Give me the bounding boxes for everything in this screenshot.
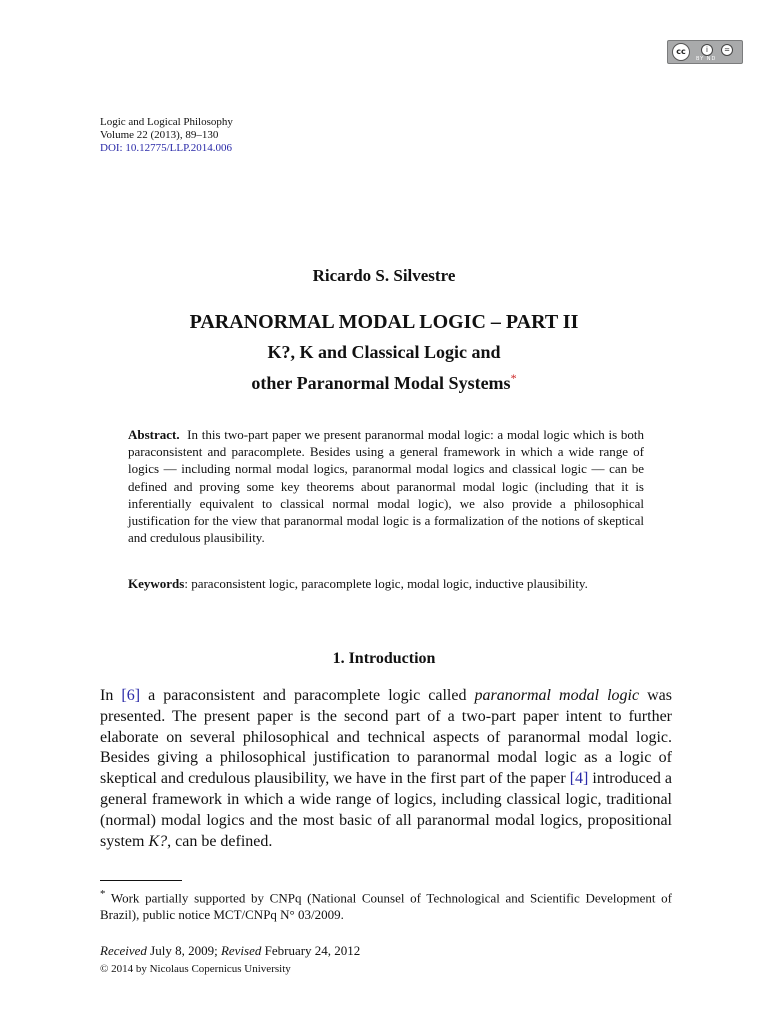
abstract-label: Abstract. (128, 427, 180, 442)
journal-volume: Volume 22 (2013), 89–130 (100, 129, 219, 141)
term-italic: paranormal modal logic (474, 687, 640, 704)
citation-link-4[interactable]: [4] (569, 770, 589, 788)
copyright-notice: © 2014 by Nicolaus Copernicus University (100, 963, 291, 975)
title-footnote-marker[interactable]: * (510, 371, 517, 385)
journal-name: Logic and Logical Philosophy (100, 116, 233, 128)
license-tags: BY ND (696, 56, 717, 62)
footnote-text: Work partially supported by CNPq (National Counsel of Technological and Scientific Development of Brazil), public notice MCT/CNPq N° 03/2009. (100, 890, 672, 923)
footnote (100, 886, 672, 923)
footnote-rule (100, 880, 182, 881)
author-name: Ricardo S. Silvestre (312, 266, 456, 285)
keywords (128, 575, 644, 592)
keywords-text: : paraconsistent logic, paracomplete logic, modal logic, inductive plausibility. (184, 576, 588, 591)
intro-paragraph: In [6] a paraconsistent and paracomplete logic called paranormal modal logic was presented. The present paper is the second part of a two-part paper intent to further elaborate on several philosophical and technical aspects of paranormal modal logic. Besides giving a philosophical justification to paranormal modal logic as a logic of skeptical and credulous plausibility, we have in the first part of the paper [4] introduced a general framework in which a wide range of logics, including classical logic, traditional (normal) modal logics and the most basic of all paranormal modal logics, propositional system K?, can be defined. (100, 687, 673, 850)
attribution-icon: i (701, 44, 713, 56)
abstract (128, 426, 644, 546)
cc-icon: cc (672, 43, 690, 61)
no-derivatives-icon: = (721, 44, 733, 56)
system-name: K? (148, 832, 168, 850)
cc-license-badge (667, 40, 743, 64)
citation-link-6[interactable]: [6] (121, 687, 141, 704)
keywords-label: Keywords (128, 576, 185, 591)
paper-subtitle (0, 339, 768, 396)
section-heading: 1. Introduction (332, 650, 436, 667)
doi-link[interactable]: DOI: 10.12775/LLP.2014.006 (100, 142, 232, 154)
journal-header (100, 116, 233, 155)
paper-title: PARANORMAL MODAL LOGIC – PART II (189, 311, 579, 333)
footnote-marker: * (100, 888, 106, 900)
subtitle-line-1: K?, K and Classical Logic and (267, 342, 501, 362)
abstract-text: In this two-part paper we present paranormal modal logic: a modal logic which is both paraconsistent and paracomplete. Besides using a general framework in which a wide range of logics — including normal modal logics, paranormal modal logics and classical logic — can be defined and proving some key theorems about paranormal modal logic (including that it is inferentially equivalent to classical normal modal logic), we also provide a philosophical justification for the view that paranormal modal logic is a formalization of the notions of skeptical and credulous plausibility. (128, 427, 645, 546)
received-dates: Received July 8, 2009; Revised February 24, 2012 (100, 943, 361, 958)
subtitle-line-2: other Paranormal Modal Systems* (251, 371, 517, 393)
